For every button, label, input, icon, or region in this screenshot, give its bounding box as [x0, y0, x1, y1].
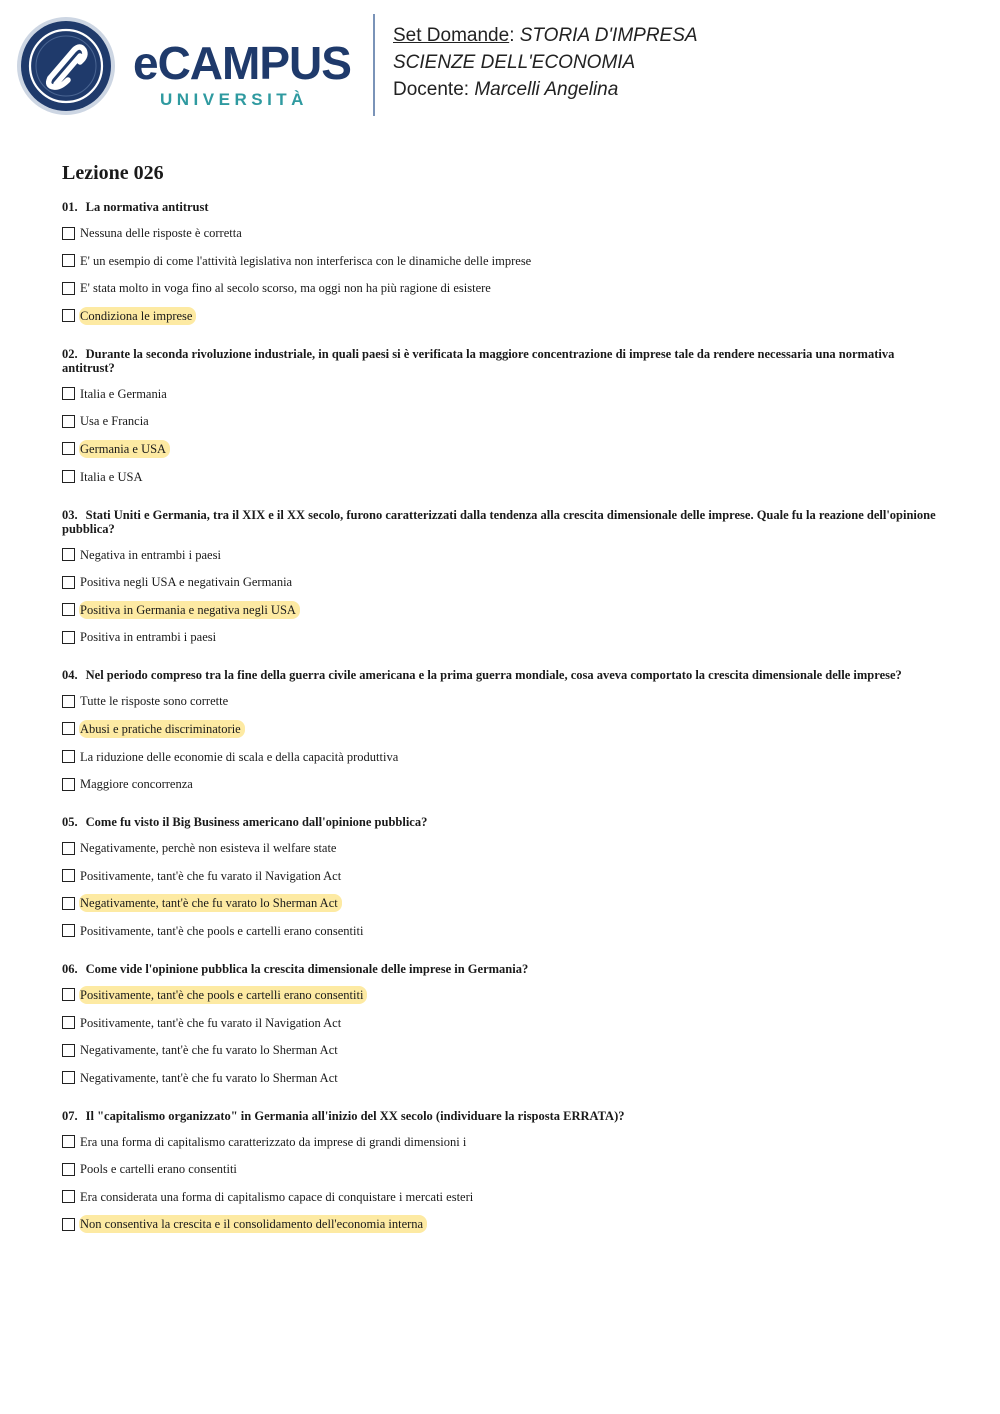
answer-checkbox[interactable]	[62, 254, 75, 267]
question-2	[62, 347, 942, 486]
answer-checkbox[interactable]	[62, 415, 75, 428]
set-domande-label: Set Domande	[393, 25, 510, 46]
answer-text: Italia e Germania	[80, 386, 167, 401]
answer-checkbox[interactable]	[62, 470, 75, 483]
logo-brand: eCAMPUS	[133, 37, 351, 89]
answer-text: E' stata molto in voga fino al secolo scorso, ma oggi non ha più ragione di esistere	[80, 281, 491, 296]
question-4	[62, 668, 942, 793]
question-3	[62, 508, 942, 647]
logo-subtitle: UNIVERSITÀ	[160, 90, 308, 109]
answer-option[interactable]	[62, 1069, 942, 1087]
question-text	[62, 815, 942, 829]
answer-checkbox[interactable]	[62, 631, 75, 644]
answer-option[interactable]	[62, 573, 942, 591]
question-text	[62, 668, 942, 682]
answer-text: Positivamente, tant'è che fu varato il Navigation Act	[80, 868, 342, 883]
question-text	[62, 347, 942, 375]
answer-checkbox[interactable]	[62, 442, 75, 455]
question-label: Nel periodo compreso tra la fine della guerra civile americana e la prima guerra mondiale, cosa aveva comportato la crescita dimensionale delle imprese?	[85, 668, 902, 683]
question-label: Durante la seconda rivoluzione industriale, in quali paesi si è verificata la maggiore concentrazione di imprese tale da rendere necessaria una normativa antitrust?	[62, 346, 895, 375]
question-number: 01.	[62, 200, 78, 214]
answer-text: Positivamente, tant'è che fu varato il Navigation Act	[80, 1015, 342, 1030]
answer-checkbox[interactable]	[62, 227, 75, 240]
answer-checkbox[interactable]	[62, 282, 75, 295]
answer-option[interactable]	[62, 775, 942, 793]
answer-checkbox[interactable]	[62, 988, 75, 1001]
ecampus-logo	[133, 37, 358, 110]
question-text	[62, 1109, 942, 1123]
question-number: 04.	[62, 668, 78, 683]
answer-option[interactable]	[62, 1215, 942, 1233]
answer-checkbox[interactable]	[62, 750, 75, 763]
answer-text: Negativa in entrambi i paesi	[80, 547, 221, 562]
answer-text: Positiva negli USA e negativain Germania	[80, 575, 293, 590]
answer-option[interactable]	[62, 224, 942, 242]
answer-option[interactable]	[62, 307, 942, 325]
answer-option[interactable]	[62, 385, 942, 403]
header-divider	[373, 14, 375, 116]
answer-checkbox[interactable]	[62, 695, 75, 708]
answer-text: Era una forma di capitalismo caratterizzato da imprese di grandi dimensioni i	[80, 1134, 467, 1149]
answer-checkbox[interactable]	[62, 1044, 75, 1057]
answer-option[interactable]	[62, 748, 942, 766]
answer-option[interactable]	[62, 922, 942, 940]
answer-checkbox[interactable]	[62, 1190, 75, 1203]
degree-name: SCIENZE DELL'ECONOMIA	[393, 52, 636, 73]
answer-option[interactable]	[62, 986, 942, 1004]
ecampus-badge-icon	[16, 16, 116, 116]
docente-label: Docente:	[393, 79, 475, 100]
question-text	[62, 962, 942, 976]
answer-text: Usa e Francia	[80, 414, 149, 429]
question-7	[62, 1109, 942, 1234]
docente-name: Marcelli Angelina	[474, 79, 619, 100]
answer-text-highlighted: Abusi e pratiche discriminatorie	[79, 720, 245, 738]
answer-text-highlighted: Non consentiva la crescita e il consolidamento dell'economia interna	[79, 1215, 427, 1233]
answer-text: Negativamente, tant'è che fu varato lo Sherman Act	[80, 1070, 338, 1085]
answer-checkbox[interactable]	[62, 309, 75, 322]
answer-option[interactable]	[62, 1188, 942, 1206]
question-number: 06.	[62, 961, 78, 976]
answer-option[interactable]	[62, 412, 942, 430]
answer-checkbox[interactable]	[62, 897, 75, 910]
answer-checkbox[interactable]	[62, 603, 75, 616]
answer-option[interactable]	[62, 468, 942, 486]
answer-text-highlighted: Positivamente, tant'è che pools e cartelli erano consentiti	[79, 986, 367, 1004]
answer-text: Pools e cartelli erano consentiti	[80, 1162, 237, 1177]
answer-checkbox[interactable]	[62, 842, 75, 855]
answer-option[interactable]	[62, 720, 942, 738]
answer-option[interactable]	[62, 1041, 942, 1059]
answer-checkbox[interactable]	[62, 778, 75, 791]
answer-text: Nessuna delle risposte è corretta	[80, 226, 242, 240]
answer-option[interactable]	[62, 252, 942, 270]
page-header	[0, 0, 1000, 130]
question-number: 03.	[62, 507, 78, 522]
question-5	[62, 815, 942, 940]
question-number: 02.	[62, 346, 78, 361]
answer-option[interactable]	[62, 440, 942, 458]
degree-line	[393, 51, 635, 75]
question-number: 05.	[62, 815, 78, 830]
answer-text-highlighted: Condiziona le imprese	[79, 307, 196, 325]
question-label: La normativa antitrust	[85, 200, 209, 214]
question-label: Come vide l'opinione pubblica la crescita dimensionale delle imprese in Germania?	[85, 961, 529, 976]
answer-text: Tutte le risposte sono corrette	[80, 694, 229, 709]
docente-line	[393, 78, 618, 102]
answer-text: Italia e USA	[80, 469, 143, 484]
answer-checkbox[interactable]	[62, 1071, 75, 1084]
answer-option[interactable]	[62, 279, 942, 297]
answer-option[interactable]	[62, 546, 942, 564]
answer-text: Negativamente, tant'è che fu varato lo Sherman Act	[80, 1043, 338, 1058]
question-6	[62, 962, 942, 1087]
answer-checkbox[interactable]	[62, 869, 75, 882]
answer-checkbox[interactable]	[62, 1135, 75, 1148]
answer-checkbox[interactable]	[62, 1163, 75, 1176]
answer-checkbox[interactable]	[62, 1016, 75, 1029]
answer-checkbox[interactable]	[62, 1218, 75, 1231]
lesson-title: Lezione 026	[62, 162, 164, 184]
answer-text-highlighted: Positiva in Germania e negativa negli USA	[79, 601, 300, 619]
question-label: Il "capitalismo organizzato" in Germania all'inizio del XX secolo (individuare la risposta ERRATA)?	[85, 1108, 625, 1123]
answer-text: E' un esempio di come l'attività legislativa non interferisca con le dinamiche delle imprese	[80, 253, 532, 268]
answer-checkbox[interactable]	[62, 548, 75, 561]
question-number: 07.	[62, 1108, 78, 1123]
questions-content	[62, 160, 942, 1255]
answer-text: Positivamente, tant'è che pools e cartelli erano consentiti	[80, 923, 364, 938]
answer-text-highlighted: Negativamente, tant'è che fu varato lo Sherman Act	[79, 894, 342, 912]
course-title: STORIA D'IMPRESA	[519, 25, 698, 46]
answer-checkbox[interactable]	[62, 722, 75, 735]
answer-option[interactable]	[62, 894, 942, 912]
answer-option[interactable]	[62, 628, 942, 646]
answer-checkbox[interactable]	[62, 387, 75, 400]
answer-option[interactable]	[62, 1133, 942, 1151]
set-domande-sep: :	[509, 25, 520, 46]
question-label: Stati Uniti e Germania, tra il XIX e il XX secolo, furono caratterizzati dalla tendenza alla crescita dimensionale delle imprese. Quale fu la reazione dell'opinione pubblica?	[62, 507, 936, 536]
answer-text: Era considerata una forma di capitalismo capace di conquistare i mercati esteri	[80, 1189, 474, 1204]
question-text	[62, 200, 942, 214]
answer-checkbox[interactable]	[62, 924, 75, 937]
answer-text-highlighted: Germania e USA	[79, 440, 170, 458]
set-domande-line	[393, 24, 698, 48]
question-1	[62, 200, 942, 325]
answer-option[interactable]	[62, 1014, 942, 1032]
answer-text: La riduzione delle economie di scala e della capacità produttiva	[80, 749, 399, 764]
question-text	[62, 508, 942, 536]
answer-option[interactable]	[62, 601, 942, 619]
answer-option[interactable]	[62, 1160, 942, 1178]
question-list	[62, 200, 942, 1233]
answer-text: Maggiore concorrenza	[80, 777, 193, 792]
answer-option[interactable]	[62, 839, 942, 857]
answer-text: Negativamente, perchè non esisteva il welfare state	[80, 841, 337, 856]
answer-checkbox[interactable]	[62, 576, 75, 589]
answer-option[interactable]	[62, 867, 942, 885]
answer-text: Positiva in entrambi i paesi	[80, 630, 217, 645]
answer-option[interactable]	[62, 692, 942, 710]
question-label: Come fu visto il Big Business americano dall'opinione pubblica?	[85, 815, 428, 830]
